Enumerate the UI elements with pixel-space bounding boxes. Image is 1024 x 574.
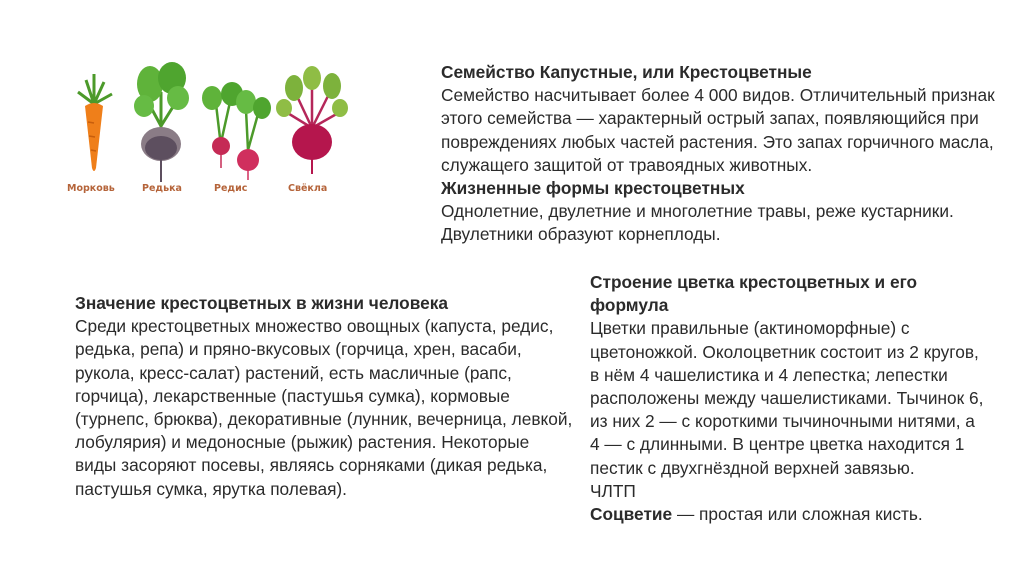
vegetables-illustration bbox=[60, 58, 360, 208]
inflorescence-term: Соцветие bbox=[590, 504, 673, 525]
beet-icon bbox=[274, 66, 350, 178]
carrot-icon bbox=[68, 70, 120, 180]
radish-red-label: Редис bbox=[214, 183, 248, 194]
flower-formula: ЧЛТП bbox=[590, 480, 636, 501]
life-forms-title: Жизненные формы крестоцветных bbox=[441, 178, 745, 199]
radish-black-label: Редька bbox=[142, 183, 182, 194]
meaning-text: Среди крестоцветных множество овощных (капуста, редис, редька, репа) и пряно-вкусовых (горчица, хрен, васаби, рукола, кресс-салат) растений, есть масличные (рапс, горчица), лекарственные (пастушья сумка), кормовые (турнепс, брюква), декоративные (лунник, вечерница, левкой, лобулярия) и медоносные (рыжик) растения. Некоторые виды засоряют посевы, являясь сорняками (дикая редька, пастушья сумка, ярутка полевая). bbox=[75, 316, 573, 499]
radish-red-icon bbox=[200, 80, 272, 180]
family-text: Семейство насчитывает более 4 000 видов. Отличительный признак этого семейства — характерный острый запах, появляющийся при повреждениях любых частей растения. Это запах горчичного масла, служащего защитой от травоядных животных. bbox=[441, 85, 995, 175]
beet-label: Свёкла bbox=[288, 183, 328, 194]
family-title: Семейство Капустные, или Крестоцветные bbox=[441, 62, 812, 82]
family-section bbox=[441, 61, 1001, 247]
inflorescence-text: — простая или сложная кисть. bbox=[672, 504, 923, 525]
radish-black-icon bbox=[128, 62, 194, 184]
carrot-label: Морковь bbox=[67, 183, 115, 194]
structure-text: Цветки правильные (актиноморфные) с цветоножкой. Околоцветник состоит из 2 кругов, в нём 4 чашелистика и 4 лепестка; лепестки расположены между чашелистиками. Тычинок 6, из них 2 — с короткими тычиночными нитями, а 4 — с длинными. В центре цветка находится 1 пестик с двухгнёздной верхней завязью. bbox=[590, 318, 984, 478]
meaning-title: Значение крестоцветных в жизни человека bbox=[75, 293, 448, 313]
structure-title: Строение цветка крестоцветных и его формула bbox=[590, 272, 918, 316]
life-forms-text: Однолетние, двулетние и многолетние травы, реже кустарники. Двулетники образуют корнеплоды. bbox=[441, 201, 954, 245]
structure-section bbox=[590, 271, 985, 526]
inflorescence-line bbox=[590, 503, 985, 526]
meaning-section bbox=[75, 292, 575, 501]
